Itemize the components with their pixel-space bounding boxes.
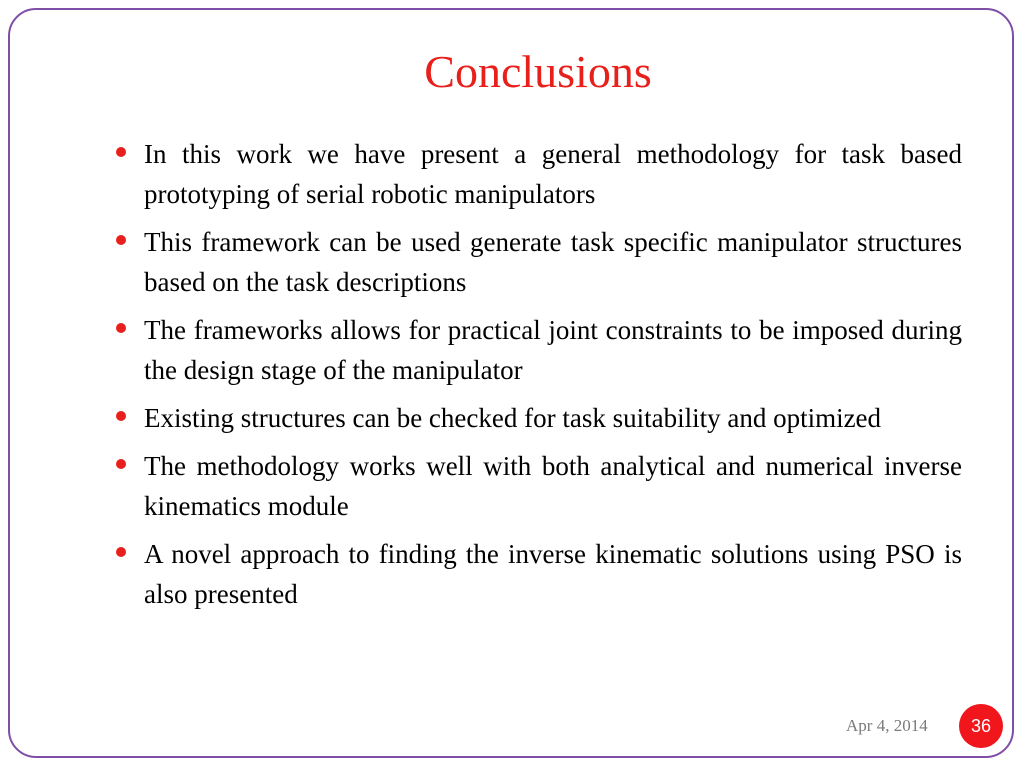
bullet-dot-icon xyxy=(116,411,126,421)
bullet-text: The methodology works well with both analytical and numerical inverse kinematics module xyxy=(144,451,962,521)
bullet-text: In this work we have present a general methodology for task based prototyping of serial robotic manipulators xyxy=(144,139,962,209)
bullet-text: The frameworks allows for practical joint constraints to be imposed during the design stage of the manipulator xyxy=(144,315,962,385)
bullet-dot-icon xyxy=(116,323,126,333)
footer-date: Apr 4, 2014 xyxy=(846,716,928,735)
slide-title: Conclusions xyxy=(424,46,652,97)
bullet-item xyxy=(144,446,962,526)
bullet-item xyxy=(144,398,962,438)
bullet-dot-icon xyxy=(116,459,126,469)
bullet-item xyxy=(144,534,962,614)
bullet-text: This framework can be used generate task specific manipulator structures based on the task descriptions xyxy=(144,227,962,297)
page-number-badge: 36 xyxy=(959,704,1003,748)
bullet-dot-icon xyxy=(116,147,126,157)
bullet-text: Existing structures can be checked for task suitability and optimized xyxy=(144,403,882,433)
bullet-text: A novel approach to finding the inverse kinematic solutions using PSO is also presented xyxy=(144,539,962,609)
bullet-item xyxy=(144,310,962,390)
bullet-item xyxy=(144,222,962,302)
conclusions-list xyxy=(144,134,962,622)
bullet-item xyxy=(144,134,962,214)
bullet-dot-icon xyxy=(116,235,126,245)
bullet-dot-icon xyxy=(116,547,126,557)
